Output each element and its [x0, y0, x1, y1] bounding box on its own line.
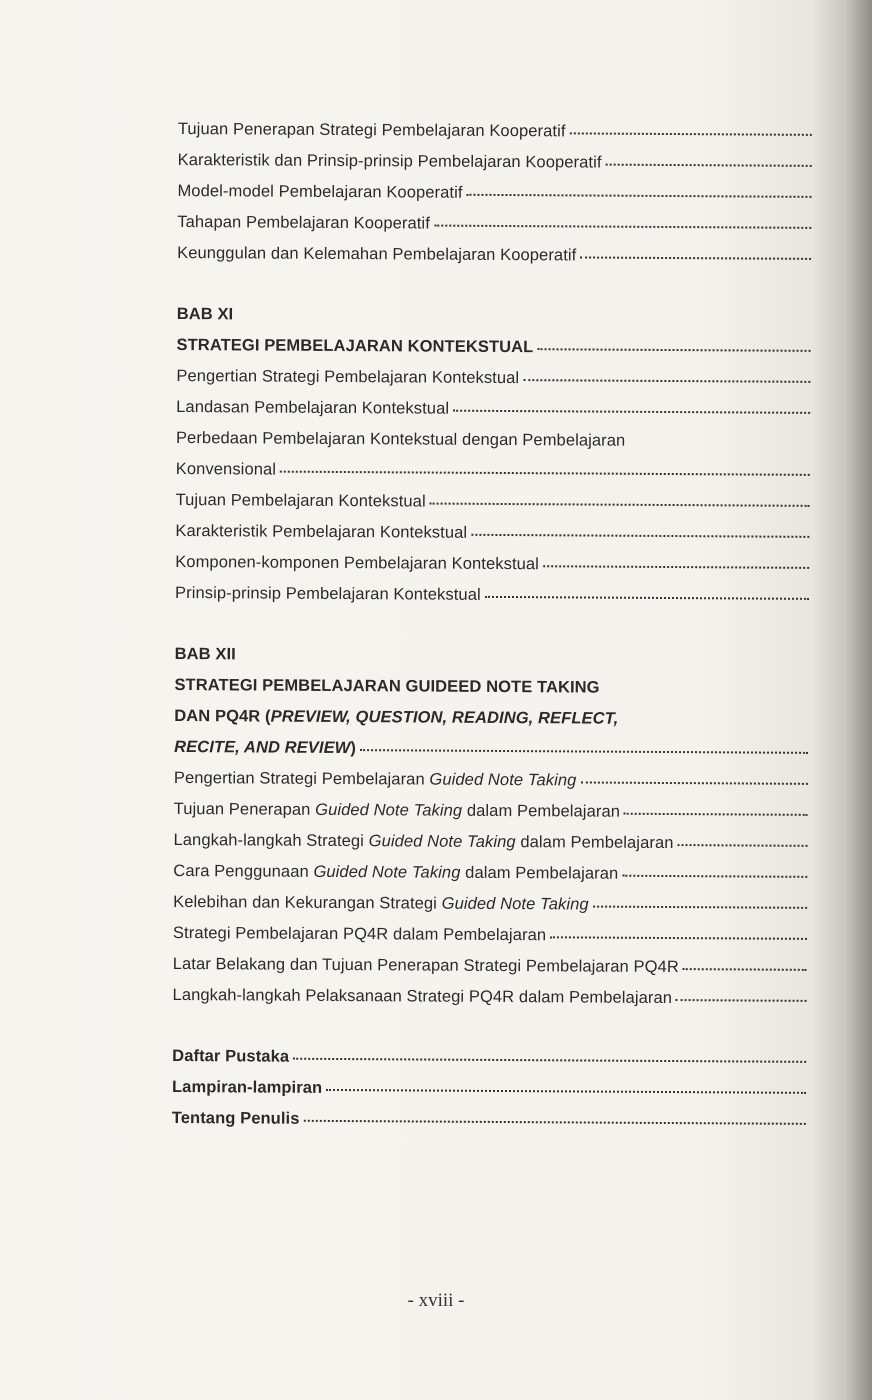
toc-entry[interactable]	[174, 695, 808, 730]
chapter-heading	[175, 633, 809, 668]
section-gap	[175, 603, 809, 637]
dot-leader	[678, 844, 808, 847]
label-part: dalam Pembelajaran	[460, 863, 619, 883]
toc-entry-label: Keunggulan dan Kelemahan Pembelajaran Kooperatif	[177, 243, 577, 265]
italic-term: Guided Note Taking	[313, 862, 461, 882]
toc-entry[interactable]	[175, 510, 809, 545]
toc-entry[interactable]	[173, 819, 807, 854]
toc-entry-label: Konvensional	[175, 459, 277, 479]
toc-entry-label	[173, 862, 618, 884]
toc-entry[interactable]	[176, 355, 810, 390]
toc-entry[interactable]	[173, 850, 807, 885]
toc-entry-label: Pengertian Strategi Pembelajaran Kontekstual	[176, 366, 520, 388]
dot-leader	[593, 906, 807, 909]
dot-leader	[293, 1058, 806, 1063]
dot-leader	[326, 1089, 806, 1094]
toc-entry[interactable]	[176, 479, 810, 514]
section-gap	[177, 263, 811, 297]
toc-entry-label: STRATEGI PEMBELAJARAN GUIDEED NOTE TAKING	[174, 675, 600, 697]
toc-entry[interactable]	[173, 943, 807, 978]
toc-entry[interactable]	[174, 788, 808, 823]
dot-leader	[622, 875, 807, 878]
label-part: Kelebihan dan Kekurangan Strategi	[173, 892, 442, 913]
toc-entry-label: Tujuan Penerapan Strategi Pembelajaran Kooperatif	[177, 119, 566, 141]
dot-leader	[430, 503, 810, 507]
toc-entry[interactable]	[176, 417, 810, 452]
toc-entry[interactable]	[176, 448, 810, 483]
dot-leader	[434, 225, 811, 229]
toc-entry[interactable]	[174, 664, 808, 699]
italic-term: Guided Note Taking	[429, 770, 577, 790]
toc-entry-label: Lampiran-lampiran	[171, 1077, 323, 1097]
toc-entry[interactable]	[175, 541, 809, 576]
italic-term: PREVIEW, QUESTION, READING, REFLECT,	[270, 707, 619, 728]
toc-entry-label: Perbedaan Pembelajaran Kontekstual dengan Pembelajaran	[175, 428, 626, 450]
label-part: Pengertian Strategi Pembelajaran	[173, 768, 430, 789]
dot-leader	[580, 256, 811, 259]
toc-entry[interactable]	[177, 232, 811, 267]
toc-entry-label: Latar Belakang dan Tujuan Penerapan Strategi Pembelajaran PQ4R	[172, 954, 679, 977]
toc-entry-label: STRATEGI PEMBELAJARAN KONTEKSTUAL	[176, 335, 534, 357]
chapter-heading-label: BAB XI	[176, 304, 234, 324]
label-part: Langkah-langkah Strategi	[173, 830, 369, 851]
dot-leader	[304, 1120, 806, 1125]
toc-entry[interactable]	[172, 1035, 806, 1070]
label-part: dalam Pembelajaran	[515, 833, 674, 853]
toc-entry-label	[174, 738, 356, 758]
chapter-heading-label: BAB XII	[174, 644, 236, 664]
dot-leader	[537, 348, 810, 352]
toc-entry-label: Tahapan Pembelajaran Kooperatif	[177, 212, 430, 233]
toc-entry[interactable]	[176, 324, 810, 359]
table-of-contents	[172, 108, 812, 1132]
dot-leader	[485, 596, 809, 600]
toc-entry-label: Karakteristik dan Prinsip-prinsip Pembelajaran Kooperatif	[177, 150, 602, 172]
toc-entry-label	[173, 831, 673, 853]
toc-entry[interactable]	[178, 108, 812, 143]
page-number: - xviii -	[407, 1290, 465, 1311]
toc-entry[interactable]	[174, 757, 808, 792]
italic-term: RECITE, AND REVIEW	[174, 737, 351, 758]
italic-term: Guided Note Taking	[368, 832, 516, 852]
toc-entry[interactable]	[177, 170, 811, 205]
dot-leader	[453, 410, 810, 414]
dot-leader	[606, 164, 812, 167]
dot-leader	[523, 379, 810, 383]
italic-term: Guided Note Taking	[315, 800, 463, 820]
toc-entry-label: Model-model Pembelajaran Kooperatif	[177, 181, 463, 202]
label-part: )	[350, 739, 357, 758]
toc-entry[interactable]	[174, 726, 808, 761]
label-part: Cara Penggunaan	[173, 861, 314, 881]
toc-entry[interactable]	[175, 572, 809, 607]
toc-entry[interactable]	[172, 1097, 806, 1132]
toc-entry-label: Tentang Penulis	[171, 1108, 300, 1128]
toc-entry[interactable]	[177, 201, 811, 236]
dot-leader	[543, 565, 809, 569]
toc-entry-label: Tujuan Pembelajaran Kontekstual	[175, 490, 426, 511]
dot-leader	[471, 534, 809, 538]
toc-entry-label	[174, 707, 618, 729]
dot-leader	[360, 749, 808, 754]
label-part: dalam Pembelajaran	[462, 801, 621, 821]
toc-entry-label	[173, 893, 589, 915]
toc-entry[interactable]	[173, 912, 807, 947]
dot-leader	[570, 132, 812, 135]
toc-entry[interactable]	[173, 881, 807, 916]
label-part: Tujuan Penerapan	[173, 799, 316, 819]
toc-entry-label	[174, 769, 577, 790]
chapter-heading	[177, 293, 811, 328]
toc-entry-label: Prinsip-prinsip Pembelajaran Kontekstual	[174, 583, 481, 604]
toc-entry-label: Komponen-komponen Pembelajaran Kontekstual	[175, 552, 540, 574]
section-gap	[172, 1005, 806, 1039]
toc-entry-label: Strategi Pembelajaran PQ4R dalam Pembelajaran	[172, 923, 547, 945]
toc-entry[interactable]	[178, 139, 812, 174]
dot-leader	[676, 999, 807, 1002]
toc-entry[interactable]	[173, 974, 807, 1009]
italic-term: Guided Note Taking	[441, 894, 589, 914]
toc-entry-label: Langkah-langkah Pelaksanaan Strategi PQ4R dalam Pembelajaran	[172, 985, 673, 1008]
dot-leader	[280, 471, 810, 476]
label-part: DAN PQ4R (	[174, 706, 271, 726]
toc-entry-label: Daftar Pustaka	[172, 1046, 290, 1066]
toc-entry-label	[174, 800, 620, 822]
toc-entry[interactable]	[176, 386, 810, 421]
toc-entry[interactable]	[172, 1066, 806, 1101]
dot-leader	[683, 968, 807, 971]
dot-leader	[550, 936, 807, 940]
toc-entry-label: Karakteristik Pembelajaran Kontekstual	[175, 521, 468, 542]
dot-leader	[467, 194, 812, 198]
dot-leader	[580, 781, 807, 784]
dot-leader	[624, 813, 808, 816]
toc-entry-label: Landasan Pembelajaran Kontekstual	[176, 397, 450, 418]
